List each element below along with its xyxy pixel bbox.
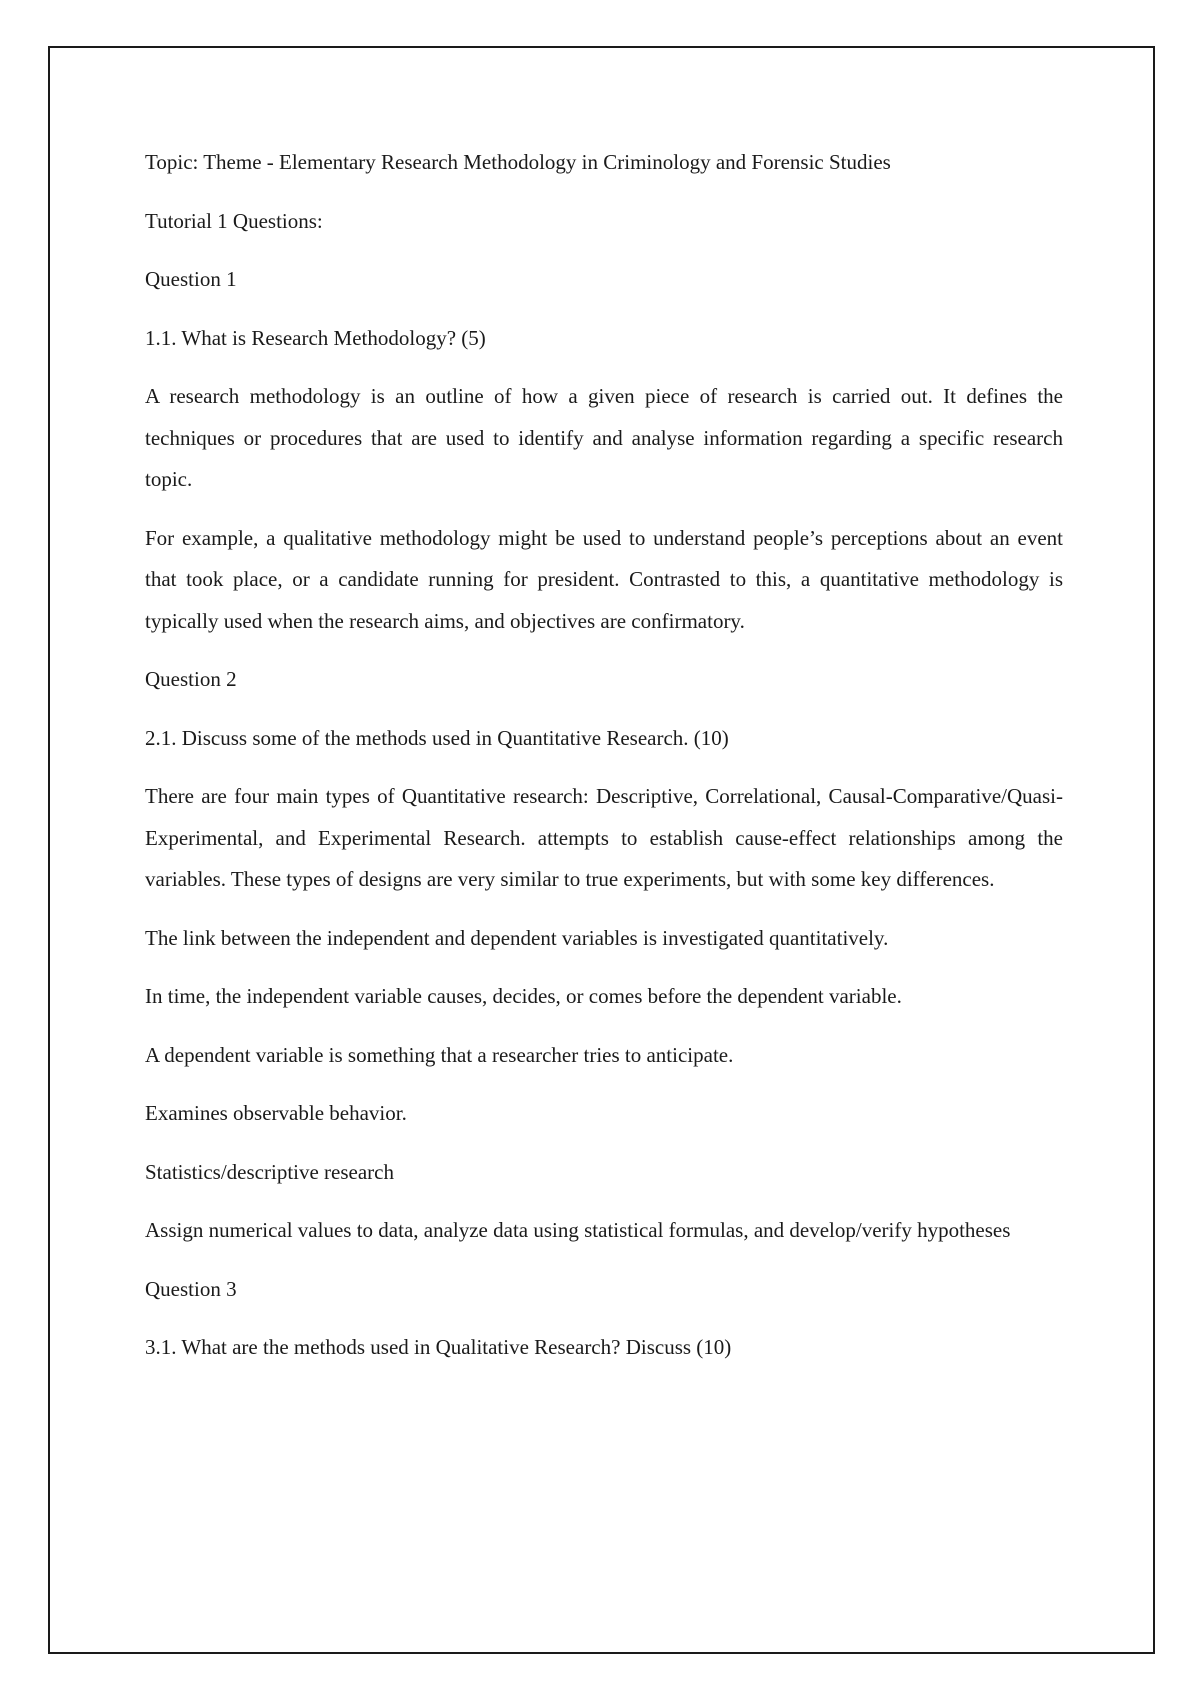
topic-line: Topic: Theme - Elementary Research Methodology in Criminology and Forensic Studies — [145, 150, 891, 174]
question-3-heading: Question 3 — [145, 1276, 237, 1301]
answer-paragraph: For example, a qualitative methodology might be used to understand people’s perceptions about an event that took place, or a candidate running for president. Contrasted to this, a quantitative methodology is typically used when the research aims, and objectives are confirmatory. — [145, 525, 1063, 633]
answer-paragraph: There are four main types of Quantitative research: Descriptive, Correlational, Causal-Comparative/Quasi-Experimental, and Experimental Research. attempts to establish cause-effect relationships among the variables. These types of designs are very similar to true experiments, but with some key differences. — [145, 784, 1063, 891]
document-body — [145, 142, 1063, 1386]
question-3-1-prompt: 3.1. What are the methods used in Qualitative Research? Discuss (10) — [145, 1335, 732, 1359]
answer-line: Examines observable behavior. — [145, 1101, 407, 1125]
answer-line: A dependent variable is something that a researcher tries to anticipate. — [145, 1042, 734, 1067]
answer-line: In time, the independent variable causes, decides, or comes before the dependent variable. — [145, 984, 902, 1008]
question-2-heading: Question 2 — [145, 667, 237, 691]
question-1-heading: Question 1 — [145, 267, 237, 291]
answer-line: The link between the independent and dependent variables is investigated quantitatively. — [145, 925, 889, 950]
answer-line: Statistics/descriptive research — [145, 1159, 394, 1184]
tutorial-heading: Tutorial 1 Questions: — [145, 208, 323, 233]
question-1-1-prompt: 1.1. What is Research Methodology? (5) — [145, 325, 486, 350]
question-2-1-prompt: 2.1. Discuss some of the methods used in Quantitative Research. (10) — [145, 725, 729, 750]
answer-paragraph: Assign numerical values to data, analyze data using statistical formulas, and develop/verify hypotheses — [145, 1218, 1011, 1242]
answer-paragraph: A research methodology is an outline of how a given piece of research is carried out. It defines the techniques or procedures that are used to identify and analyse information regarding a specific research topic. — [145, 384, 1063, 491]
